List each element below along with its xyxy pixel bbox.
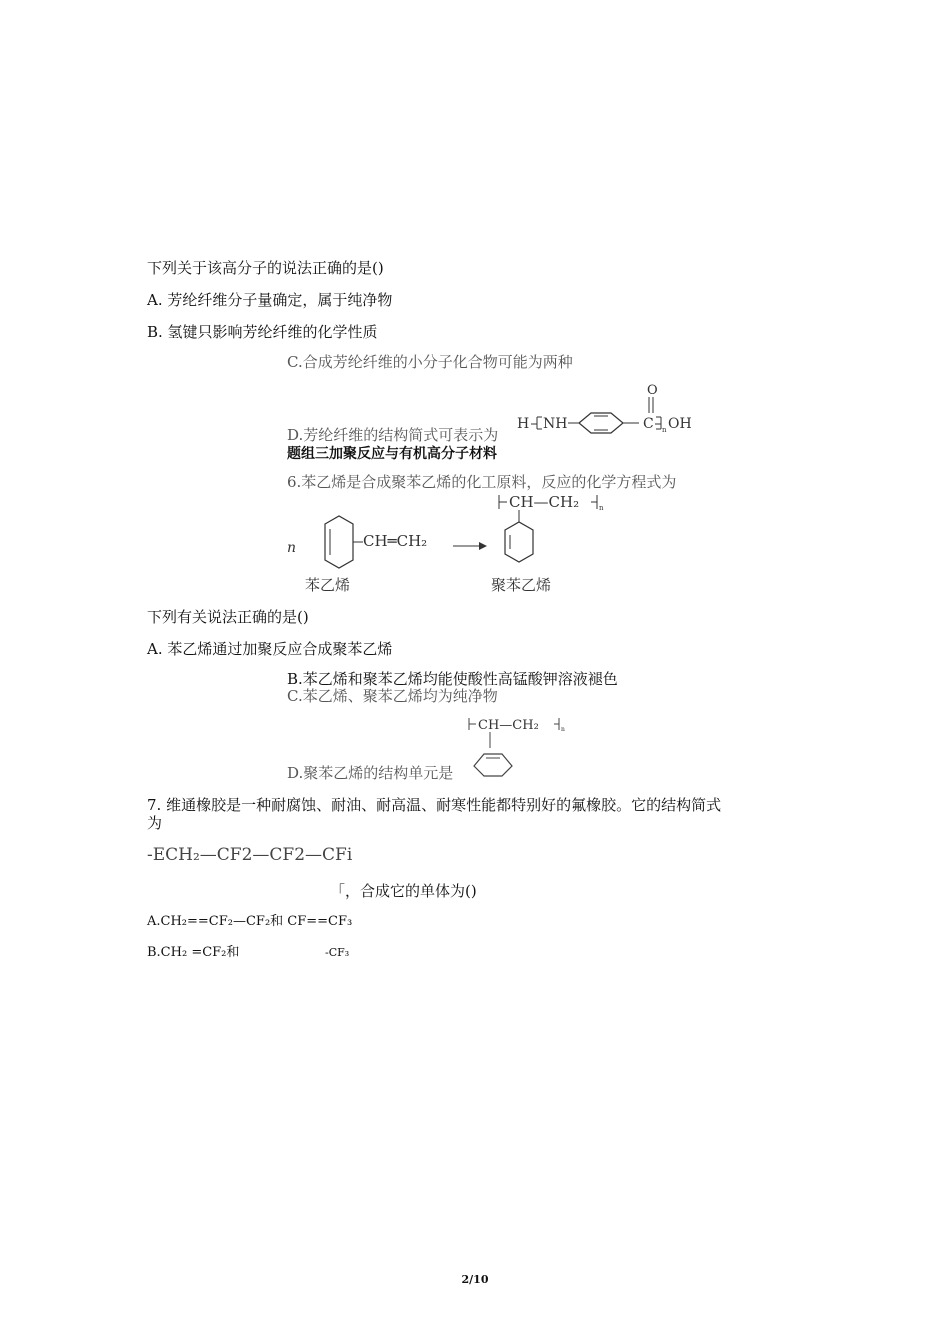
q5-option-c: C.合成芳纶纤维的小分子化合物可能为两种 <box>287 353 573 371</box>
polymer-formula: CH—CH₂ <box>509 493 580 511</box>
unit-n-subscript: n <box>561 726 565 733</box>
q5-option-b: B. 氢键只影响芳纶纤维的化学性质 <box>147 323 378 341</box>
aramid-structure-diagram <box>515 380 705 442</box>
unit-formula: CH—CH₂ <box>478 718 539 733</box>
q6-option-a: A. 苯乙烯通过加聚反应合成聚苯乙烯 <box>147 640 393 658</box>
q7-stem-line1: 7. 维通橡胶是一种耐腐蚀、耐油、耐高温、耐寒性能都特别好的氟橡胶。它的结构简式 <box>147 796 722 814</box>
q6-option-b: B.苯乙烯和聚苯乙烯均能使酸性高锰酸钾溶液褪色 <box>287 670 618 688</box>
q6-option-d: D.聚苯乙烯的结构单元是 <box>287 764 454 782</box>
structure-n-subscript: n <box>662 426 667 434</box>
styrene-ring-icon <box>325 516 353 568</box>
structure-nh-label: NH <box>543 416 568 432</box>
q5-option-a: A. 芳纶纤维分子量确定，属于纯净物 <box>147 291 393 309</box>
q6-option-c: C.苯乙烯、聚苯乙烯均为纯净物 <box>287 687 498 705</box>
reaction-arrow-icon <box>479 542 487 550</box>
q6-stem-2: 下列有关说法正确的是() <box>147 608 309 626</box>
q7-option-a: A.CH₂==CF₂—CF₂和 CF==CF₃ <box>147 914 353 929</box>
polystyrene-ring-icon <box>505 522 533 562</box>
styrene-label: 苯乙烯 <box>305 576 351 594</box>
page-number: 2/10 <box>461 1273 489 1286</box>
reaction-coefficient: n <box>287 540 297 556</box>
styrene-polymerization-reaction <box>285 490 605 600</box>
q7-formula: -ECH₂—CF2—CF2—CFi <box>147 845 353 865</box>
polymer-n-subscript: n <box>599 504 604 512</box>
structure-o-label: O <box>647 383 658 398</box>
q6-stem: 6.苯乙烯是合成聚苯乙烯的化工原料，反应的化学方程式为 <box>287 473 677 491</box>
q7-option-b-right: -CF₃ <box>325 946 350 959</box>
styrene-formula: CH═CH₂ <box>363 532 428 550</box>
section-title: 题组三加聚反应与有机高分子材料 <box>287 446 497 462</box>
q7-stem-line2: 为 <box>147 814 163 832</box>
polystyrene-label: 聚苯乙烯 <box>491 576 552 594</box>
structure-c-label: C <box>643 416 654 432</box>
structure-h-label: H <box>517 416 530 432</box>
q5-option-d: D.芳纶纤维的结构简式可表示为 <box>287 426 499 444</box>
polystyrene-unit-diagram <box>466 714 576 782</box>
q5-stem: 下列关于该高分子的说法正确的是() <box>147 259 384 277</box>
q7-formula-tail: 「，合成它的单体为() <box>330 882 477 900</box>
q7-option-b-left: B.CH₂ =CF₂和 <box>147 945 240 960</box>
structure-oh-label: OH <box>668 416 692 432</box>
unit-ring-icon <box>474 754 512 776</box>
